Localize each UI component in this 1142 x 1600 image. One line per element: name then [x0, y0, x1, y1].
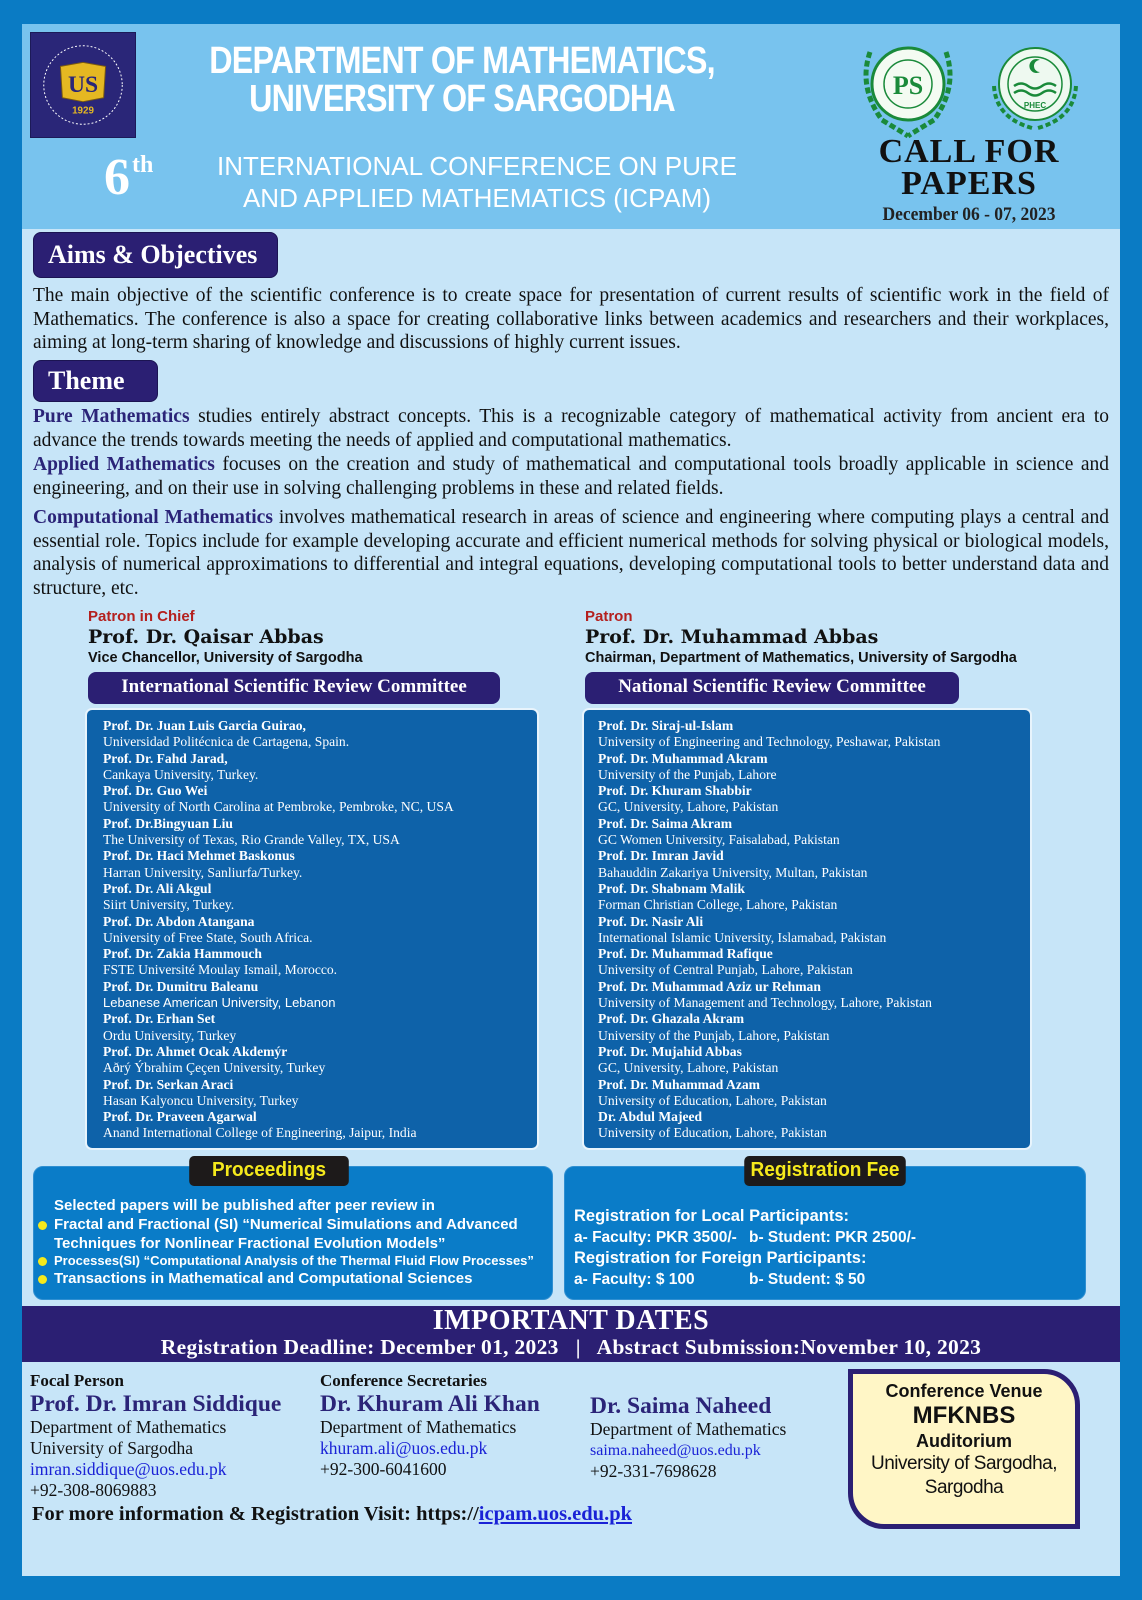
committee-member [103, 751, 537, 784]
registration-deadline: Registration Deadline: December 01, 2023 [160, 1335, 559, 1359]
member-name: Prof. Dr. Zakia Hammouch [103, 946, 262, 962]
committee-member [598, 1011, 1030, 1044]
proceedings-item-text: Transactions in Mathematical and Computational Sciences [54, 1270, 473, 1287]
conference-venue-box [848, 1369, 1080, 1529]
proceedings-item [36, 1215, 546, 1253]
international-committee-title: International Scientific Review Committee [88, 672, 500, 704]
member-affiliation: GC Women University, Faisalabad, Pakistan [598, 832, 840, 848]
foreign-faculty-fee: a- Faculty: $ 100 [574, 1271, 695, 1288]
committee-member [103, 946, 537, 979]
secretary-2-phone: +92-331-7698628 [590, 1461, 717, 1481]
psf-emblem-icon [852, 32, 964, 140]
bullet-icon [38, 1257, 47, 1266]
member-affiliation: University of North Carolina at Pembroke, Pembroke, NC, USA [103, 799, 454, 815]
member-name: Prof. Dr. Muhammad Azam [598, 1076, 760, 1092]
edition-number [104, 149, 154, 213]
committee-member [598, 783, 1030, 816]
member-name: Prof. Dr. Erhan Set [103, 1011, 216, 1027]
svg-text:US: US [67, 71, 99, 98]
local-fees-row [574, 1227, 1074, 1248]
focal-person-dept: Department of Mathematics [30, 1417, 227, 1437]
member-affiliation: University of Education, Lahore, Pakistan [598, 1125, 827, 1141]
member-affiliation: University of Management and Technology, Lahore, Pakistan [598, 995, 932, 1011]
secretary-1-name: Dr. Khuram Ali Khan [320, 1391, 540, 1417]
edition-digit: 6 [104, 149, 130, 206]
patron-name: Prof. Dr. Muhammad Abbas [585, 626, 879, 648]
phec-emblem-icon [982, 36, 1088, 136]
international-committee-list [85, 708, 539, 1150]
member-affiliation: International Islamic University, Islamabad, Pakistan [598, 929, 887, 945]
member-name: Prof. Dr. Muhammad Akram [598, 750, 768, 766]
poster [22, 24, 1120, 1576]
member-affiliation: University of Education, Lahore, Pakistan [598, 1092, 827, 1108]
committee-member [103, 718, 537, 751]
proceedings-content [36, 1196, 546, 1288]
conference-name [172, 150, 782, 214]
member-affiliation: Hasan Kalyoncu University, Turkey [103, 1092, 299, 1108]
committee-member [598, 1109, 1030, 1142]
member-name: Prof. Dr. Dumitru Baleanu [103, 978, 259, 994]
venue-hall: MFKNBS [912, 1402, 1016, 1429]
member-affiliation: Anand International College of Engineering, Jaipur, India [103, 1125, 417, 1141]
patron-designation: Chairman, Department of Mathematics, University of Sargodha [585, 650, 1017, 666]
svg-text:1929: 1929 [72, 105, 94, 117]
call-for-papers-line1: CALL FOR [878, 133, 1060, 170]
secretary-2-email[interactable]: saima.naheed@uos.edu.pk [590, 1442, 761, 1459]
venue-city: Sargodha [924, 1477, 1004, 1498]
member-name: Prof. Dr. Ali Akgul [103, 880, 212, 896]
member-affiliation: FSTE Université Moulay Ismail, Morocco. [103, 962, 338, 978]
committee-member [598, 1044, 1030, 1077]
more-info-prefix: For more information & Registration Visit: https:// [32, 1503, 479, 1525]
local-faculty-fee: a- Faculty: PKR 3500/- [574, 1229, 737, 1246]
registration-website-link[interactable]: icpam.uos.edu.pk [478, 1503, 633, 1525]
committee-member [598, 848, 1030, 881]
member-affiliation: University of the Punjab, Lahore, Pakistan [598, 1027, 830, 1043]
member-affiliation: Lebanese American University, Lebanon [103, 995, 336, 1011]
member-name: Prof. Dr. Ahmet Ocak Akdemýr [103, 1043, 288, 1059]
member-name: Prof. Dr. Siraj-ul-Islam [598, 718, 734, 733]
aims-heading: Aims & Objectives [33, 232, 278, 278]
member-name: Dr. Abdul Majeed [598, 1109, 703, 1125]
conference-name-line1: INTERNATIONAL CONFERENCE ON PURE [216, 151, 738, 181]
committee-member [598, 914, 1030, 947]
department-title-line2: UNIVERSITY OF SARGODHA [249, 78, 675, 120]
theme-computational-mathematics [33, 506, 1109, 600]
conference-name-line2: AND APPLIED MATHEMATICS (ICPAM) [242, 183, 712, 213]
committee-member [103, 881, 537, 914]
patron-in-chief-designation: Vice Chancellor, University of Sargodha [88, 650, 363, 666]
proceedings-title: Proceedings [189, 1156, 349, 1186]
svg-text:PHEC: PHEC [1023, 101, 1047, 110]
proceedings-item [36, 1269, 546, 1288]
secretaries-label: Conference Secretaries [320, 1371, 487, 1390]
secretary-1-phone: +92-300-6041600 [320, 1459, 447, 1479]
punjab-hec-logo [982, 36, 1088, 136]
member-name: Prof. Dr. Khuram Shabbir [598, 783, 752, 799]
member-affiliation: University of Central Punjab, Lahore, Pakistan [598, 962, 853, 978]
member-affiliation: Bahauddin Zakariya University, Multan, Pakistan [598, 864, 868, 880]
member-name: Prof. Dr. Guo Wei [103, 783, 208, 799]
local-student-fee: b- Student: PKR 2500/- [749, 1229, 917, 1246]
patron-in-chief-name: Prof. Dr. Qaisar Abbas [88, 626, 324, 648]
secretary-2-contact [590, 1372, 786, 1482]
proceedings-item-text: Processes(SI) “Computational Analysis of the Thermal Fluid Flow Processes” [54, 1253, 534, 1268]
member-name: Prof. Dr. Haci Mehmet Baskonus [103, 848, 295, 864]
theme-pure-mathematics [33, 405, 1109, 452]
registration-fee-title: Registration Fee [744, 1156, 906, 1186]
local-participants-heading: Registration for Local Participants: [574, 1207, 850, 1225]
committee-member [103, 979, 537, 1012]
committee-member [598, 718, 1030, 751]
member-affiliation: The University of Texas, Rio Grande Valley, TX, USA [103, 832, 400, 848]
member-name: Prof. Dr. Muhammad Rafique [598, 946, 773, 962]
patron-role: Patron [585, 608, 633, 625]
department-title [207, 42, 717, 118]
focal-person-university: University of Sargodha [30, 1438, 193, 1458]
member-affiliation: Siirt University, Turkey. [103, 897, 235, 913]
foreign-student-fee: b- Student: $ 50 [749, 1271, 866, 1288]
member-affiliation: University of Free State, South Africa. [103, 929, 313, 945]
member-name: Prof. Dr. Saima Akram [598, 815, 733, 831]
bullet-icon [38, 1275, 47, 1284]
member-affiliation: Harran University, Sanliurfa/Turkey. [103, 864, 303, 880]
member-affiliation: Universidad Politécnica de Cartagena, Spain. [103, 734, 350, 750]
patron-in-chief-role: Patron in Chief [88, 608, 195, 625]
committee-member [103, 1011, 537, 1044]
committee-member [103, 783, 537, 816]
committee-member [598, 881, 1030, 914]
committee-member [103, 914, 537, 947]
venue-hall-type: Auditorium [916, 1431, 1012, 1451]
header-banner [22, 24, 1120, 229]
theme-heading: Theme [33, 360, 158, 402]
committee-member [598, 816, 1030, 849]
bullet-icon [38, 1221, 47, 1230]
secretary-2-dept: Department of Mathematics [590, 1419, 787, 1439]
member-name: Prof. Dr. Praveen Agarwal [103, 1109, 257, 1125]
member-name: Prof. Dr. Shabnam Malik [598, 880, 745, 896]
member-affiliation: Ordu University, Turkey [103, 1027, 237, 1043]
member-name: Prof. Dr.Bingyuan Liu [103, 815, 233, 831]
member-name: Prof. Dr. Ghazala Akram [598, 1011, 745, 1027]
aims-text: The main objective of the scientific conference is to create space for presentation of current results of scientific work in the field of Mathematics. The conference is also a space for creating collaborative links between academics and researchers and their workplaces, aiming at long-term sharing of knowledge and discussions of highly current issues. [33, 285, 1109, 353]
member-name: Prof. Dr. Fahd Jarad, [103, 750, 228, 766]
focal-person-phone: +92-308-8069883 [30, 1480, 157, 1500]
registration-fee-content [574, 1206, 1074, 1290]
more-info-line [32, 1503, 632, 1526]
member-affiliation: GC, University, Lahore, Pakistan [598, 1060, 779, 1076]
pure-mathematics-text: studies entirely abstract concepts. This is a recognizable category of mathematical activity from ancient era to advance the trends towards meeting the needs of applied and computational mathematics. [33, 406, 1109, 451]
focal-person-contact [30, 1370, 281, 1501]
committee-member [103, 1044, 537, 1077]
conference-dates: December 06 - 07, 2023 [882, 204, 1056, 225]
secretary-2-name: Dr. Saima Naheed [590, 1393, 772, 1419]
university-of-sargodha-logo [30, 32, 136, 138]
national-committee-list [582, 708, 1032, 1150]
secretary-1-email[interactable]: khuram.ali@uos.edu.pk [320, 1438, 488, 1458]
member-name: Prof. Dr. Muhammad Aziz ur Rehman [598, 978, 821, 994]
proceedings-item-text: Fractal and Fractional (SI) “Numerical Simulations and Advanced Techniques for Nonlinear Fractional Evolution Models” [54, 1216, 518, 1252]
foreign-participants-heading: Registration for Foreign Participants: [574, 1249, 867, 1267]
important-dates-title: IMPORTANT DATES [432, 1305, 710, 1336]
svg-text:PS: PS [892, 71, 924, 100]
focal-person-email[interactable]: imran.siddique@uos.edu.pk [30, 1459, 227, 1479]
proceedings-intro: Selected papers will be published after peer review in [54, 1197, 435, 1214]
patron [585, 608, 1017, 667]
venue-label: Conference Venue [885, 1381, 1043, 1401]
member-affiliation: Forman Christian College, Lahore, Pakistan [598, 897, 838, 913]
committee-member [598, 946, 1030, 979]
member-name: Prof. Dr. Juan Luis Garcia Guirao, [103, 718, 306, 733]
computational-mathematics-text: involves mathematical research in areas of science and engineering where computing plays a central and essential role. Topics include for example developing accurate and efficient numerical methods for solving physical or biological models, analysis of numerical approximations to differential and integral equations, developing computational tools to better understand data and structure, etc. [33, 507, 1110, 599]
focal-person-name: Prof. Dr. Imran Siddique [30, 1391, 282, 1417]
national-committee-title: National Scientific Review Committee [585, 672, 959, 704]
member-affiliation: University of Engineering and Technology, Peshawar, Pakistan [598, 734, 941, 750]
department-title-line1: DEPARTMENT OF MATHEMATICS, [209, 40, 715, 82]
uos-emblem-icon [31, 33, 135, 137]
member-affiliation: GC, University, Lahore, Pakistan [598, 799, 779, 815]
pakistan-science-foundation-logo [852, 32, 964, 140]
committee-member [103, 848, 537, 881]
call-for-papers-line2: PAPERS [901, 165, 1037, 202]
important-dates-banner [22, 1306, 1120, 1362]
member-affiliation: University of the Punjab, Lahore [598, 766, 777, 782]
committee-member [103, 816, 537, 849]
patron-in-chief [88, 608, 363, 667]
venue-university: University of Sargodha, [871, 1453, 1057, 1474]
pure-mathematics-title: Pure Mathematics [33, 406, 190, 427]
member-affiliation: Aðrý Ýbrahim Çeçen University, Turkey [103, 1060, 326, 1076]
committee-member [598, 751, 1030, 784]
committee-member [598, 979, 1030, 1012]
committee-member [103, 1109, 537, 1142]
secretary-1-contact [320, 1370, 540, 1480]
call-for-papers [864, 133, 1074, 202]
important-dates-line [22, 1335, 1120, 1359]
secretary-1-dept: Department of Mathematics [320, 1417, 517, 1437]
theme-applied-mathematics [33, 453, 1109, 500]
focal-person-label: Focal Person [30, 1371, 124, 1390]
member-name: Prof. Dr. Nasir Ali [598, 913, 704, 929]
dates-separator: | [575, 1335, 581, 1359]
computational-mathematics-title: Computational Mathematics [33, 507, 273, 528]
proceedings-item [36, 1253, 546, 1269]
edition-suffix: th [132, 152, 154, 178]
member-name: Prof. Dr. Mujahid Abbas [598, 1043, 742, 1059]
member-name: Prof. Dr. Abdon Atangana [103, 913, 255, 929]
applied-mathematics-text: focuses on the creation and study of mathematical and computational tools broadly applicable in science and engineering, and on their use in solving challenging problems in these and related fields. [33, 454, 1110, 499]
member-name: Prof. Dr. Imran Javid [598, 848, 724, 864]
committee-member [598, 1077, 1030, 1110]
abstract-submission-deadline: Abstract Submission:November 10, 2023 [596, 1335, 982, 1359]
committee-member [103, 1077, 537, 1110]
foreign-fees-row [574, 1269, 1074, 1290]
member-affiliation: Cankaya University, Turkey. [103, 766, 259, 782]
applied-mathematics-title: Applied Mathematics [33, 454, 215, 475]
member-name: Prof. Dr. Serkan Araci [103, 1076, 234, 1092]
